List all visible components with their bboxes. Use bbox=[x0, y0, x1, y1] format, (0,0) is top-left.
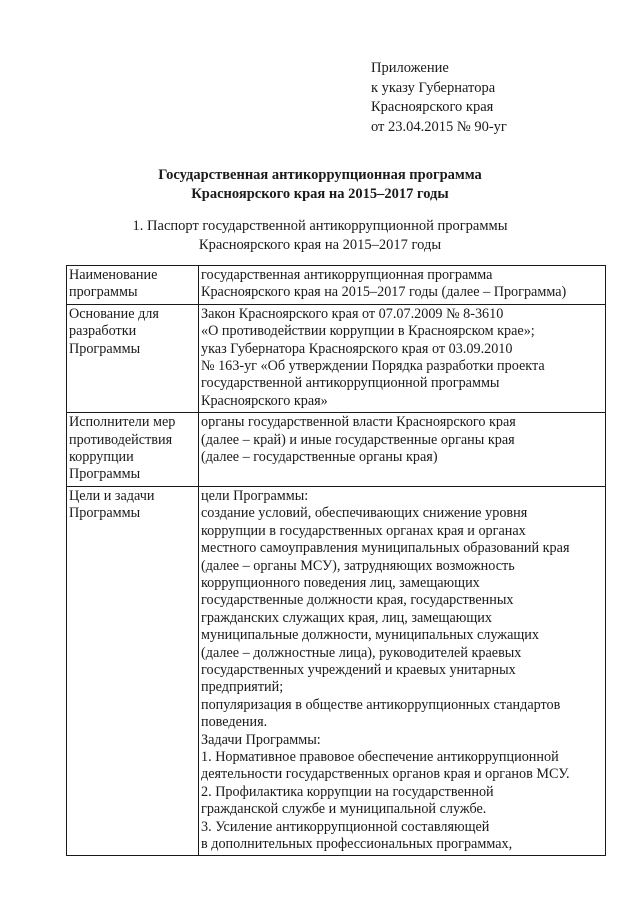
row-label-line: Исполнители мер bbox=[69, 414, 176, 431]
row-value-line: Красноярского края на 2015–2017 годы (далее – Программа) bbox=[201, 284, 567, 301]
table-row bbox=[67, 266, 606, 305]
row-value-line: предприятий; bbox=[201, 679, 284, 696]
row-label-line: противодействия bbox=[69, 431, 173, 448]
row-value-cell bbox=[199, 413, 606, 487]
row-label-line: Основание для bbox=[69, 305, 159, 322]
title-line: Государственная антикоррупционная программа bbox=[158, 167, 482, 183]
row-value-line: государственных учреждений и краевых унитарных bbox=[201, 661, 516, 678]
row-label-line: разработки bbox=[69, 323, 137, 340]
row-value-line: государственная антикоррупционная программа bbox=[201, 267, 493, 283]
row-value-cell bbox=[199, 266, 606, 305]
row-label-line: Программы bbox=[69, 466, 141, 483]
subtitle-line: 1. Паспорт государственной антикоррупционной программы bbox=[132, 218, 508, 234]
table-row bbox=[67, 304, 606, 412]
row-value-line: указ Губернатора Красноярского края от 03.09.2010 bbox=[201, 340, 513, 357]
row-value-line: Красноярского края» bbox=[201, 392, 328, 409]
row-label-line: Программы bbox=[69, 340, 141, 357]
passport-table bbox=[66, 265, 606, 856]
row-label-cell bbox=[67, 304, 199, 412]
appendix-line: от 23.04.2015 № 90-уг bbox=[371, 118, 507, 135]
row-label-cell bbox=[67, 413, 199, 487]
row-value-line: государственной антикоррупционной программы bbox=[201, 375, 500, 392]
row-value-line: деятельности государственных органов края и органов МСУ. bbox=[201, 766, 570, 783]
row-value-line: в дополнительных профессиональных программах, bbox=[201, 836, 513, 852]
row-label-line: Наименование bbox=[69, 267, 158, 283]
subtitle-line: Красноярского края на 2015–2017 годы bbox=[198, 237, 442, 253]
row-value-line: гражданской службе и муниципальной службе. bbox=[201, 801, 487, 818]
row-value-line: 1. Нормативное правовое обеспечение антикоррупционной bbox=[201, 748, 559, 765]
row-label-line: Цели и задачи bbox=[69, 487, 155, 504]
row-value-line: государственные должности края, государственных bbox=[201, 592, 514, 609]
row-value-line: создание условий, обеспечивающих снижение уровня bbox=[201, 505, 528, 522]
row-value-line: Закон Красноярского края от 07.07.2009 № 8-3610 bbox=[201, 305, 504, 322]
appendix-line: Красноярского края bbox=[371, 99, 494, 115]
page-bottom-margin bbox=[0, 858, 640, 905]
row-value-line: муниципальные должности, муниципальных служащих bbox=[201, 627, 539, 644]
appendix-line: Приложение bbox=[371, 60, 449, 76]
appendix-header bbox=[371, 59, 507, 137]
row-label-cell bbox=[67, 266, 199, 305]
table-row bbox=[67, 413, 606, 487]
row-value-line: (далее – органы МСУ), затрудняющих возможность bbox=[201, 557, 515, 574]
table-row bbox=[67, 486, 606, 856]
row-label-cell bbox=[67, 486, 199, 856]
row-value-line: «О противодействии коррупции в Красноярском крае»; bbox=[201, 323, 535, 340]
row-value-line: № 163-уг «Об утверждении Порядка разработки проекта bbox=[201, 358, 545, 375]
row-label-line: программы bbox=[69, 284, 138, 301]
program-title bbox=[0, 166, 640, 204]
appendix-line: к указу Губернатора bbox=[371, 79, 496, 96]
row-value-line: поведения. bbox=[201, 714, 268, 731]
row-value-line: (далее – государственные органы края) bbox=[201, 449, 438, 466]
row-value-line: (далее – край) и иные государственные органы края bbox=[201, 431, 515, 448]
row-value-line: коррупционного поведения лиц, замещающих bbox=[201, 574, 480, 591]
row-label-line: Программы bbox=[69, 505, 141, 522]
row-value-line: популяризация в обществе антикоррупционных стандартов bbox=[201, 696, 561, 713]
row-value-cell bbox=[199, 486, 606, 856]
row-value-line: органы государственной власти Красноярского края bbox=[201, 414, 516, 431]
row-value-line: 2. Профилактика коррупции на государственной bbox=[201, 783, 494, 800]
row-value-line: цели Программы: bbox=[201, 487, 309, 504]
passport-table-body bbox=[67, 266, 606, 856]
row-value-line: местного самоуправления муниципальных образований края bbox=[201, 540, 570, 557]
row-value-cell bbox=[199, 304, 606, 412]
passport-heading bbox=[0, 217, 640, 255]
row-value-line: Задачи Программы: bbox=[201, 731, 321, 748]
title-line: Красноярского края на 2015–2017 годы bbox=[191, 186, 449, 202]
row-value-line: (далее – должностные лица), руководителей краевых bbox=[201, 644, 522, 661]
row-value-line: коррупции в государственных органах края и органах bbox=[201, 522, 526, 539]
row-value-line: гражданских служащих края, лиц, замещающих bbox=[201, 609, 492, 626]
row-value-line: 3. Усиление антикоррупционной составляющей bbox=[201, 818, 490, 835]
row-label-line: коррупции bbox=[69, 449, 134, 466]
